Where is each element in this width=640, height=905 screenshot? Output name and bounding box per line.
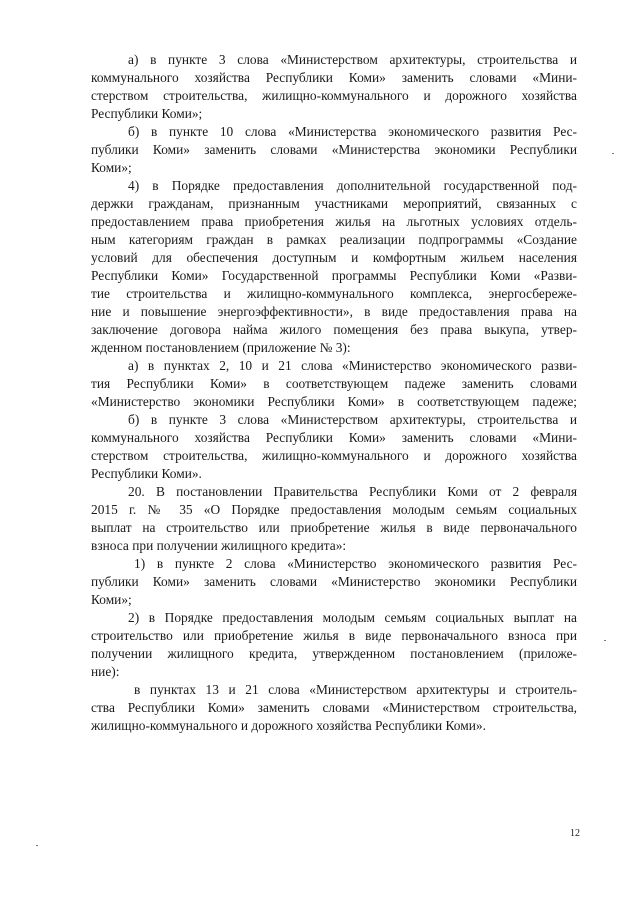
text-line: тие строительства и жилищно-коммунального комплекса, энергосбереже-: [91, 286, 577, 301]
text-line: а) в пунктах 2, 10 и 21 слова «Министерство экономического разви-: [128, 358, 577, 373]
text-line: Республики Коми»;: [91, 106, 203, 121]
text-line: условий для обеспечения доступным и комфортным жильем населения: [91, 250, 577, 265]
scan-speck: [612, 153, 614, 154]
text-line: выплат на строительство или приобретение жилья в виде первоначального: [91, 520, 577, 535]
text-line: а) в пункте 3 слова «Министерством архитектуры, строительства и: [128, 52, 577, 67]
text-line: ства Республики Коми» заменить словами «Министерством строительства,: [91, 700, 577, 715]
scan-speck: [604, 640, 606, 641]
text-line: 20. В постановлении Правительства Республики Коми от 2 февраля: [128, 484, 577, 499]
text-line: стерством строительства, жилищно-коммунального и дорожного хозяйства: [91, 448, 577, 463]
text-line: предоставлением права приобретения жилья на льготных условиях отдель-: [91, 214, 577, 229]
text-line: 1) в пункте 2 слова «Министерство экономического развития Рес-: [134, 556, 577, 571]
text-line: «Министерство экономики Республики Коми» в соответствующем падеже;: [91, 394, 577, 409]
text-line: коммунального хозяйства Республики Коми» заменить словами «Мини-: [91, 70, 577, 85]
text-line: жилищно-коммунального и дорожного хозяйства Республики Коми».: [91, 718, 486, 733]
text-line: 2) в Порядке предоставления молодым семьям социальных выплат на: [128, 610, 577, 625]
text-line: в пунктах 13 и 21 слова «Министерством архитектуры и строитель-: [134, 682, 577, 697]
text-line: стерством строительства, жилищно-коммунального и дорожного хозяйства: [91, 88, 577, 103]
text-line: ние):: [91, 664, 120, 679]
text-line: б) в пункте 10 слова «Министерства экономического развития Рес-: [128, 124, 577, 139]
page-number: 12: [570, 828, 580, 839]
text-line: взноса при получении жилищного кредита»:: [91, 538, 347, 553]
text-line: публики Коми» заменить словами «Министерство экономики Республики: [91, 574, 577, 589]
text-line: Республики Коми» Государственной программы Республики Коми «Разви-: [91, 268, 577, 283]
text-line: Республики Коми».: [91, 466, 202, 481]
scan-speck: [36, 845, 38, 846]
text-line: Коми»;: [91, 592, 132, 607]
text-line: б) в пункте 3 слова «Министерством архитектуры, строительства и: [128, 412, 577, 427]
text-line: Коми»;: [91, 160, 132, 175]
text-line: публики Коми» заменить словами «Министерства экономики Республики: [91, 142, 577, 157]
text-line: коммунального хозяйства Республики Коми» заменить словами «Мини-: [91, 430, 577, 445]
text-line: 2015 г. № 35 «О Порядке предоставления молодым семьям социальных: [91, 502, 577, 517]
text-line: ние и повышение энергоэффективности», в виде предоставления права на: [91, 304, 577, 319]
text-line: держки гражданам, признанным участниками мероприятий, связанных с: [91, 196, 577, 211]
text-line: получении жилищного кредита, утвержденном постановлением (приложе-: [91, 646, 577, 661]
text-line: 4) в Порядке предоставления дополнительной государственной под-: [128, 178, 577, 193]
text-line: ным категориям граждан в рамках реализации подпрограммы «Создание: [91, 232, 577, 247]
text-line: тия Республики Коми» в соответствующем падеже заменить словами: [91, 376, 577, 391]
text-line: строительство или приобретение жилья в виде первоначального взноса при: [91, 628, 577, 643]
text-line: заключение договора найма жилого помещения без права выкупа, утвер-: [91, 322, 577, 337]
text-line: жденном постановлением (приложение № 3):: [91, 340, 351, 355]
